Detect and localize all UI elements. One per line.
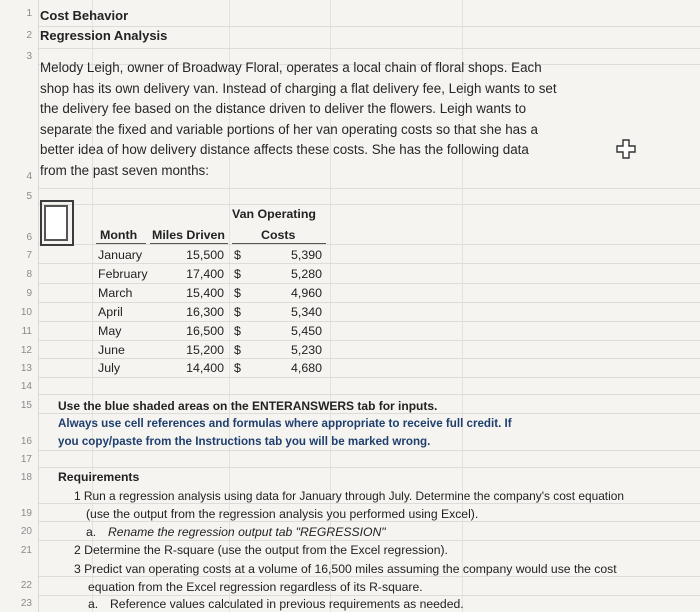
cell-cost[interactable]: 5,390 [290, 248, 322, 262]
cell-currency: $ [234, 305, 241, 319]
row-divider [39, 26, 700, 27]
header-month: Month [100, 228, 138, 242]
cell-month[interactable]: January [98, 248, 143, 262]
intro-line: Melody Leigh, owner of Broadway Floral, operates a local chain of floral shops. Each [40, 60, 542, 75]
row-number[interactable]: 6 [26, 232, 32, 243]
cell-miles[interactable]: 17,400 [186, 267, 224, 281]
row-number[interactable]: 13 [20, 363, 32, 374]
header-underline [232, 243, 326, 244]
row-divider [39, 450, 700, 451]
row-number[interactable]: 8 [26, 269, 32, 280]
row-divider [39, 394, 700, 395]
row-divider [39, 321, 700, 322]
row-divider [39, 188, 700, 189]
header-costs: Costs [261, 228, 296, 242]
requirement-3: 3 Predict van operating costs at a volume of 16,500 miles assuming the company would use the cost [74, 562, 617, 576]
intro-line: shop has its own delivery van. Instead of charging a flat delivery fee, Leigh wants to set [40, 80, 557, 96]
cell-cost[interactable]: 4,680 [290, 361, 322, 375]
row-divider [39, 340, 700, 341]
row-divider [39, 413, 700, 414]
cell-cost[interactable]: 4,960 [290, 286, 322, 300]
row-number[interactable]: 4 [26, 171, 32, 182]
row-divider [39, 540, 700, 541]
intro-line: the delivery fee based on the distance driven to deliver the flowers. Leigh wants to [40, 101, 527, 117]
cell-month[interactable]: February [98, 267, 148, 281]
cell-cost[interactable]: 5,450 [290, 324, 322, 338]
cell-miles[interactable]: 15,500 [186, 248, 224, 262]
cell-month[interactable]: March [98, 286, 133, 300]
row-number[interactable]: 9 [26, 288, 32, 299]
cell-miles[interactable]: 15,400 [186, 286, 224, 300]
note-credit: Always use cell references and formulas where appropriate to receive full credit. If [58, 417, 512, 430]
row-number[interactable]: 7 [26, 250, 32, 261]
row-number[interactable]: 12 [20, 345, 32, 356]
cell-cost[interactable]: 5,340 [290, 305, 322, 319]
row-divider [39, 204, 700, 205]
header-van-operating: Van Operating [232, 207, 316, 221]
row-number[interactable]: 23 [20, 598, 32, 609]
cell-currency: $ [234, 324, 241, 338]
sheet-subtitle: Regression Analysis [40, 28, 168, 43]
intro-line: separate the fixed and variable portions of her van operating costs so that she has a [40, 121, 538, 137]
row-divider [39, 48, 700, 49]
row-number[interactable]: 19 [20, 508, 32, 519]
requirement-1a-prefix: a. [86, 525, 97, 539]
cell-month[interactable]: June [98, 343, 125, 357]
row-divider [39, 302, 700, 303]
cell-currency: $ [234, 286, 241, 300]
row-divider [39, 595, 700, 596]
row-divider [39, 283, 700, 284]
note-inputs: Use the blue shaded areas on the ENTERANSWERS tab for inputs. [58, 399, 438, 413]
row-number[interactable]: 2 [26, 30, 32, 41]
cell-miles[interactable]: 14,400 [186, 361, 224, 375]
cell-cost[interactable]: 5,280 [290, 267, 322, 281]
row-number[interactable]: 11 [21, 326, 32, 337]
cell-currency: $ [234, 343, 241, 357]
intro-line: from the past seven months: [40, 162, 209, 178]
row-number[interactable]: 22 [20, 580, 32, 591]
note-copy-paste: you copy/paste from the Instructions tab you will be marked wrong. [58, 435, 431, 448]
cell-currency: $ [234, 267, 241, 281]
header-miles-driven: Miles Driven [152, 228, 225, 242]
row-number[interactable]: 14 [20, 381, 32, 392]
requirement-1: 1 Run a regression analysis using data for January through July. Determine the company's cost equation [74, 489, 624, 503]
cell-month[interactable]: July [98, 361, 121, 375]
requirement-3a: Reference values calculated in previous requirements as needed. [110, 597, 464, 611]
row-divider [39, 263, 700, 264]
cell-currency: $ [234, 361, 241, 375]
row-divider [39, 467, 700, 468]
requirement-3-detail: equation from the Excel regression regardless of its R-square. [88, 580, 423, 594]
requirement-1a: Rename the regression output tab "REGRESSION" [108, 525, 386, 539]
intro-paragraph [40, 58, 570, 182]
requirement-1-detail: (use the output from the regression analysis you performed using Excel). [86, 507, 479, 521]
row-number[interactable]: 3 [26, 51, 32, 62]
row-divider [39, 503, 700, 504]
row-number[interactable]: 18 [20, 472, 32, 483]
row-divider [39, 244, 700, 245]
row-number[interactable]: 5 [26, 191, 32, 202]
row-number[interactable]: 15 [20, 400, 32, 411]
cell-box[interactable] [44, 205, 68, 241]
cell-miles[interactable]: 16,500 [186, 324, 224, 338]
row-number[interactable]: 20 [20, 526, 32, 537]
requirement-2: 2 Determine the R-square (use the output from the Excel regression). [74, 543, 448, 557]
sheet-title: Cost Behavior [40, 8, 129, 23]
cell-miles[interactable]: 15,200 [186, 343, 224, 357]
cell-month[interactable]: May [98, 324, 122, 338]
row-number[interactable]: 17 [20, 454, 32, 465]
header-underline [96, 243, 146, 244]
cell-month[interactable]: April [98, 305, 123, 319]
intro-line: better idea of how delivery distance affects these costs. She has the following data [40, 142, 529, 158]
row-divider [39, 576, 700, 577]
row-number[interactable]: 16 [20, 436, 32, 447]
cell-miles[interactable]: 16,300 [186, 305, 224, 319]
requirements-heading: Requirements [58, 470, 140, 484]
requirement-3a-prefix: a. [88, 597, 99, 611]
row-divider [39, 358, 700, 359]
header-underline [150, 243, 228, 244]
cell-cursor-plus-icon [615, 138, 637, 160]
row-divider [39, 377, 700, 378]
row-number[interactable]: 10 [20, 307, 32, 318]
row-number[interactable]: 1 [26, 8, 32, 19]
row-number[interactable]: 21 [20, 545, 32, 556]
cell-cost[interactable]: 5,230 [290, 343, 322, 357]
cell-currency: $ [234, 248, 241, 262]
row-divider [39, 521, 700, 522]
